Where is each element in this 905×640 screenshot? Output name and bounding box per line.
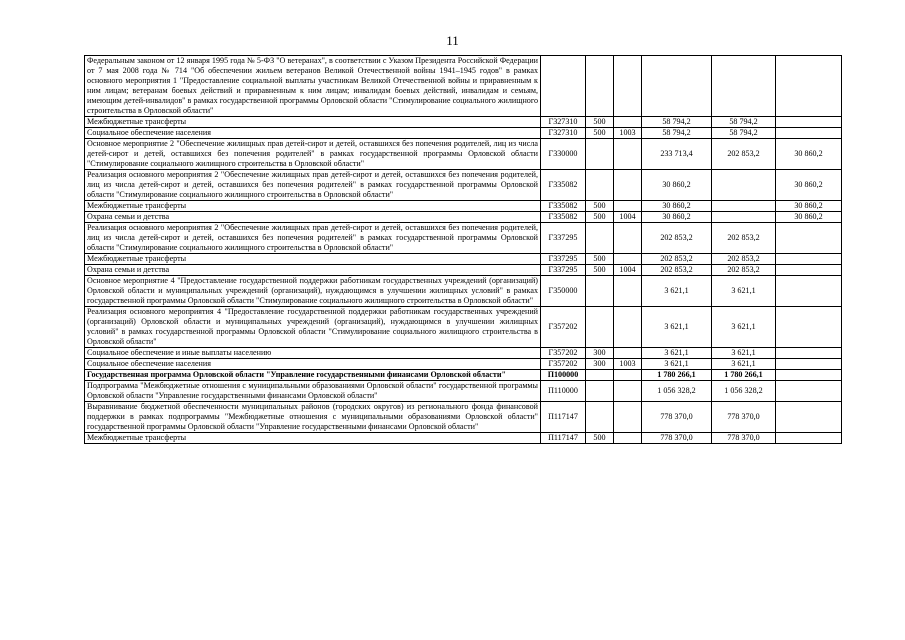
target-article-cell: Г337295 — [541, 265, 586, 276]
section-cell — [614, 402, 642, 433]
total-amount-cell: 202 853,2 — [642, 265, 712, 276]
row-name-cell: Реализация основного мероприятия 2 "Обеспечение жилищных прав детей-сирот и детей, оставшихся без попечения родителей, лиц из числа детей-сирот и детей, оставшихся без попечения родителей" в рамках государственной программы Орловской области "Стимулирование социального жилищного строительства в Орловской области" — [85, 223, 541, 254]
section-cell — [614, 433, 642, 444]
target-article-cell: П110000 — [541, 381, 586, 402]
total-amount-cell: 3 621,1 — [642, 307, 712, 348]
total-amount-cell: 3 621,1 — [642, 348, 712, 359]
total-amount-cell: 778 370,0 — [642, 402, 712, 433]
federal-amount-cell — [776, 370, 842, 381]
section-cell: 1004 — [614, 212, 642, 223]
federal-amount-cell — [776, 117, 842, 128]
page-number: 11 — [446, 33, 459, 48]
target-article-cell: Г327310 — [541, 128, 586, 139]
regional-amount-cell: 1 780 266,1 — [712, 370, 776, 381]
total-amount-cell: 233 713,4 — [642, 139, 712, 170]
table-row — [85, 170, 842, 201]
total-amount-cell: 3 621,1 — [642, 359, 712, 370]
regional-amount-cell: 3 621,1 — [712, 359, 776, 370]
target-article-cell: Г330000 — [541, 139, 586, 170]
section-cell — [614, 370, 642, 381]
target-article-cell: Г335082 — [541, 212, 586, 223]
table-row — [85, 402, 842, 433]
section-cell — [614, 117, 642, 128]
total-amount-cell: 30 860,2 — [642, 212, 712, 223]
total-amount-cell: 1 780 266,1 — [642, 370, 712, 381]
table-row — [85, 223, 842, 254]
section-cell: 1003 — [614, 128, 642, 139]
regional-amount-cell: 3 621,1 — [712, 276, 776, 307]
row-name-cell: Межбюджетные трансферты — [85, 433, 541, 444]
target-article-cell: Г327310 — [541, 117, 586, 128]
section-cell — [614, 201, 642, 212]
section-cell — [614, 276, 642, 307]
row-name-cell: Межбюджетные трансферты — [85, 117, 541, 128]
row-name-cell: Охрана семьи и детства — [85, 265, 541, 276]
federal-amount-cell — [776, 223, 842, 254]
table-row — [85, 307, 842, 348]
expense-type-cell — [586, 307, 614, 348]
federal-amount-cell — [776, 254, 842, 265]
table-row — [85, 254, 842, 265]
regional-amount-cell: 202 853,2 — [712, 254, 776, 265]
table-body — [85, 56, 842, 444]
table-row — [85, 359, 842, 370]
federal-amount-cell: 30 860,2 — [776, 170, 842, 201]
federal-amount-cell: 30 860,2 — [776, 201, 842, 212]
total-amount-cell: 58 794,2 — [642, 128, 712, 139]
expense-type-cell: 500 — [586, 254, 614, 265]
section-cell — [614, 56, 642, 117]
target-article-cell: П100000 — [541, 370, 586, 381]
target-article-cell: Г357202 — [541, 307, 586, 348]
regional-amount-cell — [712, 201, 776, 212]
row-name-cell: Основное мероприятие 4 "Предоставление государственной поддержки работникам государственных учреждений (организаций) Орловской области и муниципальных учреждений (организаций), нуждающимся в улучшении жилищных условий" в рамках государственной программы Орловской области "Стимулирование социального жилищного строительства в Орловской области" — [85, 276, 541, 307]
table-row — [85, 370, 842, 381]
row-name-cell: Реализация основного мероприятия 4 "Предоставление государственной поддержки работникам государственных учреждений (организаций) Орловской области и муниципальных учреждений (организаций), нуждающимся в улучшении жилищных условий" в рамках государственной программы Орловской области "Стимулирование социального жилищного строительства в Орловской области" — [85, 307, 541, 348]
expense-type-cell: 500 — [586, 433, 614, 444]
section-cell — [614, 307, 642, 348]
row-name-cell: Социальное обеспечение населения — [85, 128, 541, 139]
federal-amount-cell — [776, 348, 842, 359]
federal-amount-cell — [776, 128, 842, 139]
row-name-cell: Охрана семьи и детства — [85, 212, 541, 223]
total-amount-cell: 30 860,2 — [642, 170, 712, 201]
target-article-cell: Г350000 — [541, 276, 586, 307]
regional-amount-cell: 202 853,2 — [712, 223, 776, 254]
federal-amount-cell — [776, 359, 842, 370]
total-amount-cell: 202 853,2 — [642, 254, 712, 265]
table-row — [85, 348, 842, 359]
regional-amount-cell: 3 621,1 — [712, 348, 776, 359]
row-name-cell: Основное мероприятие 2 "Обеспечение жилищных прав детей-сирот и детей, оставшихся без попечения родителей, лиц из числа детей-сирот и детей, оставшихся без попечения родителей" в рамках государственной программы Орловской области "Стимулирование социального жилищного строительства в Орловской области" — [85, 139, 541, 170]
federal-amount-cell — [776, 56, 842, 117]
table-row — [85, 201, 842, 212]
regional-amount-cell: 778 370,0 — [712, 402, 776, 433]
target-article-cell: П117147 — [541, 433, 586, 444]
federal-amount-cell — [776, 381, 842, 402]
table-row — [85, 139, 842, 170]
regional-amount-cell: 202 853,2 — [712, 139, 776, 170]
regional-amount-cell: 58 794,2 — [712, 128, 776, 139]
row-name-cell: Межбюджетные трансферты — [85, 254, 541, 265]
regional-amount-cell: 3 621,1 — [712, 307, 776, 348]
section-cell: 1004 — [614, 265, 642, 276]
expense-type-cell: 500 — [586, 117, 614, 128]
regional-amount-cell: 778 370,0 — [712, 433, 776, 444]
federal-amount-cell — [776, 307, 842, 348]
regional-amount-cell: 1 056 328,2 — [712, 381, 776, 402]
table-row — [85, 117, 842, 128]
section-cell — [614, 139, 642, 170]
expense-type-cell — [586, 170, 614, 201]
regional-amount-cell — [712, 212, 776, 223]
expense-type-cell — [586, 223, 614, 254]
table-row — [85, 433, 842, 444]
section-cell — [614, 381, 642, 402]
federal-amount-cell — [776, 402, 842, 433]
federal-amount-cell — [776, 433, 842, 444]
row-name-cell: Реализация основного мероприятия 2 "Обеспечение жилищных прав детей-сирот и детей, оставшихся без попечения родителей, лиц из числа детей-сирот и детей, оставшихся без попечения родителей" в рамках государственной программы Орловской области "Стимулирование социального жилищного строительства в Орловской области" — [85, 170, 541, 201]
expense-type-cell: 500 — [586, 212, 614, 223]
total-amount-cell: 3 621,1 — [642, 276, 712, 307]
section-cell — [614, 348, 642, 359]
federal-amount-cell — [776, 265, 842, 276]
section-cell — [614, 223, 642, 254]
row-name-cell: Социальное обеспечение и иные выплаты населению — [85, 348, 541, 359]
table-row — [85, 265, 842, 276]
target-article-cell: Г335082 — [541, 201, 586, 212]
expense-type-cell: 500 — [586, 201, 614, 212]
table-row — [85, 128, 842, 139]
table-row — [85, 56, 842, 117]
section-cell — [614, 170, 642, 201]
section-cell — [614, 254, 642, 265]
target-article-cell: Г337295 — [541, 254, 586, 265]
expense-type-cell — [586, 402, 614, 433]
expense-type-cell: 500 — [586, 265, 614, 276]
target-article-cell: Г357202 — [541, 348, 586, 359]
total-amount-cell: 778 370,0 — [642, 433, 712, 444]
federal-amount-cell — [776, 276, 842, 307]
section-cell: 1003 — [614, 359, 642, 370]
regional-amount-cell: 202 853,2 — [712, 265, 776, 276]
row-name-cell: Выравнивание бюджетной обеспеченности муниципальных районов (городских округов) из регионального фонда финансовой поддержки в рамках подпрограммы "Межбюджетные отношения с муниципальными образованиями Орловской области" государственной программы Орловской области "Управление государственными финансами Орловской области" — [85, 402, 541, 433]
total-amount-cell — [642, 56, 712, 117]
expense-type-cell — [586, 56, 614, 117]
row-name-cell: Подпрограмма "Межбюджетные отношения с муниципальными образованиями Орловской области" государственной программы Орловской области "Управление государственными финансами Орловской области" — [85, 381, 541, 402]
row-name-cell: Социальное обеспечение населения — [85, 359, 541, 370]
total-amount-cell: 202 853,2 — [642, 223, 712, 254]
budget-table — [84, 55, 842, 444]
total-amount-cell: 30 860,2 — [642, 201, 712, 212]
row-name-cell: Федеральным законом от 12 января 1995 года № 5-ФЗ "О ветеранах", в соответствии с Указом Президента Российской Федерации от 7 мая 2008 года № 714 "Об обеспечении жильем ветеранов Великой Отечественной войны 1941–1945 годов" в рамках основного мероприятия 1 "Предоставление социальной выплаты участникам Великой Отечественной войны и приравненным к ним лицам; ветеранам боевых действий и приравненным к ним лицам; инвалидам боевых действий, инвалидам и семьям, имеющим детей-инвалидов" в рамках государственной программы Орловской области "Стимулирование социального жилищного строительства в Орловской области" — [85, 56, 541, 117]
regional-amount-cell: 58 794,2 — [712, 117, 776, 128]
row-name-cell: Государственная программа Орловской области "Управление государственными финансами Орловской области" — [85, 370, 541, 381]
target-article-cell — [541, 56, 586, 117]
expense-type-cell: 500 — [586, 128, 614, 139]
regional-amount-cell — [712, 170, 776, 201]
total-amount-cell: 1 056 328,2 — [642, 381, 712, 402]
table-row — [85, 212, 842, 223]
expense-type-cell: 300 — [586, 348, 614, 359]
expense-type-cell — [586, 276, 614, 307]
target-article-cell: Г335082 — [541, 170, 586, 201]
target-article-cell: Г337295 — [541, 223, 586, 254]
federal-amount-cell: 30 860,2 — [776, 139, 842, 170]
expense-type-cell: 300 — [586, 359, 614, 370]
federal-amount-cell: 30 860,2 — [776, 212, 842, 223]
expense-type-cell — [586, 370, 614, 381]
table-row — [85, 276, 842, 307]
target-article-cell: П117147 — [541, 402, 586, 433]
expense-type-cell — [586, 381, 614, 402]
table-row — [85, 381, 842, 402]
row-name-cell: Межбюджетные трансферты — [85, 201, 541, 212]
expense-type-cell — [586, 139, 614, 170]
regional-amount-cell — [712, 56, 776, 117]
target-article-cell: Г357202 — [541, 359, 586, 370]
total-amount-cell: 58 794,2 — [642, 117, 712, 128]
